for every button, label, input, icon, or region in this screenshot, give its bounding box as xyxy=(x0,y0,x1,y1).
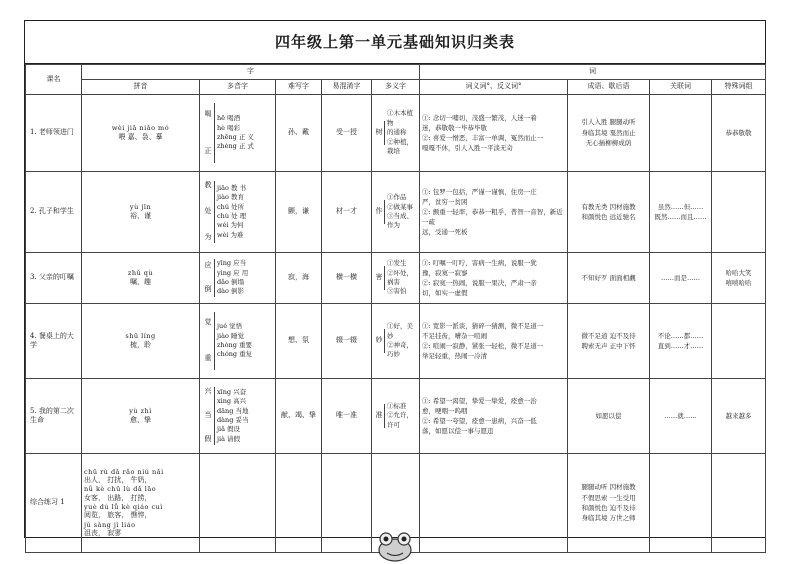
table-row xyxy=(26,172,766,253)
polyphone-char: 重 xyxy=(204,354,212,363)
polyphone-readings xyxy=(217,259,273,297)
header-pinyin: 拼音 xyxy=(82,80,200,95)
idiom-line: 不假思索 一生受用 xyxy=(581,493,636,502)
special-phrase-line: 哈哈大笑 xyxy=(725,268,752,277)
idiom-cell xyxy=(568,253,650,304)
polyphone-char: 处 xyxy=(204,207,212,216)
confusable-cell: 受一授 xyxy=(322,95,372,172)
pinyin-text: nǚ kè chū lù dǎ lāo xyxy=(84,485,157,494)
hanzi-text: 沮丧， 寂寥 xyxy=(84,528,122,537)
polysemy-meanings xyxy=(387,402,417,430)
idiom-line: 不知好歹 面面相觑 xyxy=(581,273,636,282)
lesson-name: 4. 餐桌上的大学 xyxy=(26,304,82,379)
polyphone-reading: dǎo 倒塌 xyxy=(217,278,245,286)
polyphone-reading: jué 觉悟 xyxy=(217,322,243,331)
header-duoyin: 多音字 xyxy=(200,80,276,95)
pinyin-text: jǔ sàng jì liáo xyxy=(84,520,136,529)
brace-line xyxy=(384,200,385,224)
empty-cell xyxy=(322,454,372,553)
idiom-line: 微不足道 迫不及待 xyxy=(581,331,636,340)
polyphone-group xyxy=(202,173,273,251)
polysemy-group xyxy=(374,109,417,156)
synonym-line: ②: 寂寞一热闹，说服一果决，严肃一亲 xyxy=(422,279,537,287)
summary-pinyin-cell xyxy=(82,454,200,553)
polyphone-reading: dāng 当地 xyxy=(217,406,249,415)
idiom-line: 无心插柳柳成荫 xyxy=(585,139,632,148)
idiom-cell xyxy=(568,95,650,172)
header-guanlian: 关联词 xyxy=(650,80,712,95)
idiom-line: 身临其境 万世之师 xyxy=(581,514,636,523)
hanzi-text: 愈、挚 xyxy=(130,415,151,424)
conjunction-line: ……而是…… xyxy=(661,273,701,282)
polyphone-reading: zhèng 正 式 xyxy=(217,142,254,151)
polyphone-reading: jiǎ 假设 xyxy=(217,425,241,434)
lesson-name: 1. 老师领进门 xyxy=(26,95,82,172)
hard-char-cell: 想、氛 xyxy=(276,304,322,379)
polysemy-group xyxy=(374,259,417,297)
polysemy-meaning: ①好，美妙 xyxy=(387,322,413,340)
summary-sheet xyxy=(24,20,766,538)
header-teshu: 特殊词组 xyxy=(712,80,766,95)
synonym-cell xyxy=(420,172,568,253)
pinyin-text: chū rù dǎ rǎo niú nǎi xyxy=(84,467,164,476)
polysemy-group xyxy=(374,402,417,430)
polyphone-chars xyxy=(202,96,214,170)
polysemy-meaning: ①木本植物 xyxy=(387,109,413,127)
polyphone-cell xyxy=(200,95,276,172)
idiom-line: 身临其境 戛然而止 xyxy=(581,128,636,137)
polysemy-meaning: ②做某事 xyxy=(387,202,413,211)
idiom-line: 如愿以偿 xyxy=(595,411,622,420)
polysemy-cell xyxy=(372,304,420,379)
pinyin-text: yuè dú lǚ kè qiáo cuì xyxy=(84,503,163,511)
brace-line xyxy=(214,387,215,445)
brace-line xyxy=(384,404,385,428)
polyphone-cell xyxy=(200,379,276,454)
polysemy-meanings xyxy=(387,322,417,360)
empty-cell xyxy=(420,454,568,553)
synonym-cell xyxy=(420,253,568,304)
idiom-line: 腿腿动听 因材施教 xyxy=(581,483,636,492)
synonym-line: ①: 念切一哺切，茂盛一繁茂，人迷一着 xyxy=(422,113,537,122)
polyphone-char: 正 xyxy=(204,146,212,155)
synonym-line: 嘎嘎不休，引人入胜一平淡无奇 xyxy=(422,144,514,153)
pinyin-text: yù jīn xyxy=(129,202,152,211)
polyphone-group xyxy=(202,380,273,452)
polyphone-reading: jiāo 教 书 xyxy=(217,183,247,192)
idiom-line: 引人入胜 腿腿动听 xyxy=(581,118,636,127)
hanzi-text: 梳，聆 xyxy=(130,340,151,349)
header-chengyu: 成语、歇后语 xyxy=(568,80,650,95)
idiom-cell xyxy=(568,379,650,454)
polyphone-reading: jiào 睡觉 xyxy=(217,331,244,340)
polyphone-readings xyxy=(217,388,273,445)
table-row xyxy=(26,379,766,454)
hanzi-text: 女客， 出路， 打捞， xyxy=(84,493,152,502)
conjunction-line: 虽然……但…… xyxy=(657,202,704,211)
synonym-line: 豫，寂寞一寂寥 xyxy=(422,268,468,277)
polyphone-reading: xìng 高兴 xyxy=(217,397,247,406)
idiom-line: 有教无类 因材施教 xyxy=(581,202,636,211)
synonym-line: 愈，哽咽一呜咽 xyxy=(422,406,468,415)
polysemy-cell xyxy=(372,95,420,172)
special-phrase-line: 恭恭敬敬 xyxy=(725,128,752,137)
polyphone-chars xyxy=(202,380,214,452)
polyphone-cell xyxy=(200,172,276,253)
polysemy-char: 树 xyxy=(375,128,383,137)
polyphone-readings xyxy=(217,322,273,360)
polysemy-char: 准 xyxy=(375,411,383,420)
polysemy-meanings xyxy=(387,193,417,231)
brace-line xyxy=(214,103,215,162)
synonym-line: ①: 宽影一派谈，猜碎一猜测，微不足道一 xyxy=(422,321,544,330)
frog-mascot-icon xyxy=(372,530,418,562)
table-row xyxy=(26,304,766,379)
hanzi-text: 阅览， 旅客， 憔悴， xyxy=(84,511,152,520)
conjunction-cell xyxy=(650,304,712,379)
pinyin-cell xyxy=(82,253,200,304)
polysemy-meaning: 的通称 xyxy=(387,128,407,137)
lesson-name: 3. 父亲的叮嘱 xyxy=(26,253,82,304)
polyphone-reading: chù 处 理 xyxy=(217,212,247,220)
polysemy-char: 妙 xyxy=(375,336,383,345)
synonym-line: 严，贫穷一贫困 xyxy=(422,197,468,206)
polysemy-group xyxy=(374,193,417,231)
polyphone-char: 教 xyxy=(204,181,212,190)
brace-line xyxy=(384,329,385,353)
polysemy-meaning: ③害怕 xyxy=(387,287,407,296)
polyphone-group xyxy=(202,305,273,377)
confusable-cell: 横一横 xyxy=(322,253,372,304)
synonym-line: 举足轻重，热闹一冷清 xyxy=(422,352,488,361)
synonym-cell xyxy=(420,304,568,379)
polyphone-char: 喝 xyxy=(204,109,212,118)
special-phrase-cell xyxy=(712,379,766,454)
summary-idiom-cell xyxy=(568,454,650,553)
polysemy-meaning: ③当成、作为 xyxy=(387,212,413,230)
polysemy-char: 害 xyxy=(375,273,383,282)
polyphone-char: 兴 xyxy=(204,387,212,396)
pinyin-cell xyxy=(82,172,200,253)
polyphone-readings xyxy=(217,114,273,152)
polyphone-char: 为 xyxy=(204,233,212,242)
hard-char-cell: 颤，谦 xyxy=(276,172,322,253)
lesson-name: 2. 孔子和学生 xyxy=(26,172,82,253)
empty-cell xyxy=(200,454,276,553)
hanzi-text: 出人， 打扰， 牛奶， xyxy=(84,476,152,485)
polyphone-reading: chóng 重复 xyxy=(217,350,253,359)
conjunction-cell xyxy=(650,379,712,454)
confusable-cell: 辍一辍 xyxy=(322,304,372,379)
polyphone-reading: hè 喝彩 xyxy=(217,123,241,132)
conjunction-cell xyxy=(650,95,712,172)
pinyin-text: zhǔ qù xyxy=(127,268,154,277)
lesson-name: 综合练习 1 xyxy=(26,454,82,553)
pinyin-text: shū líng xyxy=(125,331,156,340)
page-title: 四年级上第一单元基础知识归类表 xyxy=(25,21,765,64)
summary-table xyxy=(25,64,766,553)
polyphone-char: 觉 xyxy=(204,318,212,327)
polyphone-cell xyxy=(200,304,276,379)
synonym-cell xyxy=(420,95,568,172)
empty-cell xyxy=(712,454,766,553)
polyphone-char: 应 xyxy=(204,261,212,270)
header-zi: 字 xyxy=(82,65,420,80)
synonym-line: ①: 希望一渴望，挚爱一挚爱，痊愈一治 xyxy=(422,396,537,405)
polyphone-cell xyxy=(200,253,276,304)
hard-char-cell: 献、竭、挚 xyxy=(276,379,322,454)
polyphone-chars xyxy=(202,305,214,377)
polyphone-char: 倒 xyxy=(204,285,212,294)
polyphone-group xyxy=(202,254,273,302)
empty-cell xyxy=(276,454,322,553)
polysemy-group xyxy=(374,322,417,360)
synonym-line: 迷，恭敬敬一毕恭毕敬 xyxy=(422,123,488,132)
brace-line xyxy=(384,121,385,145)
synonym-line: 切，如实一虚假 xyxy=(422,289,468,298)
special-phrase-cell xyxy=(712,304,766,379)
synonym-line: ①: 包罗一包括，严谨一谨慎，住房一庄 xyxy=(422,187,537,196)
idiom-cell xyxy=(568,172,650,253)
polyphone-reading: wéi 为何 xyxy=(217,221,244,230)
conjunction-line: 既然……而且…… xyxy=(654,213,707,221)
idiom-line: 和颜悦色 迫不及待 xyxy=(581,504,636,512)
polysemy-char: 作 xyxy=(375,207,383,216)
polyphone-reading: hē 喝酒 xyxy=(217,114,241,123)
idiom-cell xyxy=(568,304,650,379)
polysemy-meaning: ①作品 xyxy=(387,193,407,202)
idiom-line: 和颜悦色 远近驰名 xyxy=(581,213,636,221)
hanzi-text: 嘱，趣 xyxy=(130,277,151,286)
pinyin-text: yù zhì xyxy=(129,406,152,415)
special-phrase-line: 越来越多 xyxy=(725,411,752,420)
polysemy-cell xyxy=(372,172,420,253)
polyphone-reading: zhòng 重要 xyxy=(217,341,252,349)
conjunction-cell xyxy=(650,172,712,253)
confusable-cell: 唯一准 xyxy=(322,379,372,454)
header-ci: 词 xyxy=(420,65,766,80)
polysemy-cell xyxy=(372,253,420,304)
pinyin-cell xyxy=(82,304,200,379)
polyphone-char: 假 xyxy=(204,435,212,444)
polysemy-meaning: ①标准 xyxy=(387,401,407,410)
polysemy-cell xyxy=(372,379,420,454)
header-nanxie: 难写字 xyxy=(276,80,322,95)
synonym-line: ①: 叮嘱一叮咛，害病一生病，说服一犹 xyxy=(422,258,537,267)
synonym-line: 远，受通一死板 xyxy=(422,228,468,237)
pinyin-cell xyxy=(82,95,200,172)
lesson-name: 5. 我的第二次生命 xyxy=(26,379,82,454)
table-row xyxy=(26,253,766,304)
special-phrase-cell xyxy=(712,253,766,304)
special-phrase-line: 嘻嘻哈哈 xyxy=(725,279,752,287)
hard-char-cell: 寂，海 xyxy=(276,253,322,304)
polysemy-meaning: ①发生 xyxy=(387,259,407,268)
conjunction-cell xyxy=(650,253,712,304)
polyphone-reading: wèi 为难 xyxy=(217,230,244,239)
header-yihun: 易混淆字 xyxy=(322,80,372,95)
pinyin-cell xyxy=(82,379,200,454)
synonym-line: ②: 喜爱一憎恶，丰富一单调，冤然而止一 xyxy=(422,134,544,142)
synonym-cell xyxy=(420,379,568,454)
conjunction-line: ……就…… xyxy=(664,411,697,420)
brace-line xyxy=(214,259,215,297)
polyphone-char: 当 xyxy=(204,411,212,420)
polysemy-meaning: ②种植，栽培 xyxy=(387,137,413,156)
header-tongyi: 词义词°、反义词° xyxy=(420,80,568,95)
polyphone-group xyxy=(202,96,273,170)
conjunction-line: 直到……才…… xyxy=(657,342,704,350)
header-lesson: 课名 xyxy=(26,65,82,95)
polysemy-meanings xyxy=(387,259,417,297)
special-phrase-cell xyxy=(712,172,766,253)
polyphone-reading: dào 倒影 xyxy=(217,287,245,296)
polysemy-meanings xyxy=(387,109,417,156)
polyphone-reading: jiào 教育 xyxy=(217,193,244,202)
brace-line xyxy=(214,312,215,370)
synonym-line: ②: 颤重一轻率，恭恭一粗乎，普智一音智，新近一疏 xyxy=(422,207,563,227)
idiom-line: 聘索无声 正中下怀 xyxy=(581,342,636,350)
polyphone-reading: chǔ 处所 xyxy=(217,202,245,211)
polysemy-meaning: ②允许，许可 xyxy=(387,411,413,429)
header-duowen: 多义字 xyxy=(372,80,420,95)
hard-char-cell: 孙、戴 xyxy=(276,95,322,172)
polyphone-reading: jià 请假 xyxy=(217,434,241,443)
hanzi-text: 裕、谨 xyxy=(130,211,151,220)
empty-cell xyxy=(650,454,712,553)
pinyin-text: wèi jiā niǎo mó xyxy=(111,123,170,132)
polyphone-reading: dàng 妥当 xyxy=(217,416,249,424)
synonym-line: ②: 希望一夸望，痊愈一患病，兴奋一低 xyxy=(422,417,537,425)
special-phrase-cell xyxy=(712,95,766,172)
brace-line xyxy=(214,181,215,243)
polyphone-reading: yìng 应 用 xyxy=(217,268,249,277)
polyphone-reading: yīng 应当 xyxy=(217,259,247,268)
synonym-line: ②: 喧闹一寂静，紧张一轻松，微不足道一 xyxy=(422,342,544,350)
brace-line xyxy=(384,266,385,290)
polyphone-reading: xīng 兴奋 xyxy=(217,387,247,396)
polyphone-chars xyxy=(202,173,214,251)
polysemy-meaning: ②神奇，巧妙 xyxy=(387,341,413,359)
confusable-cell: 材一才 xyxy=(322,172,372,253)
polyphone-readings xyxy=(217,184,273,241)
conjunction-line: 不论……都…… xyxy=(657,331,704,340)
table-row xyxy=(26,95,766,172)
hanzi-text: 喂 嘉、袅、摹 xyxy=(118,132,163,141)
synonym-line: 不足挂齿，嘈杂一喧闹 xyxy=(422,331,488,340)
synonym-line: 落，如愿以偿一事与愿违 xyxy=(422,427,494,436)
polysemy-meaning: ②坏处，祸害 xyxy=(387,268,413,286)
polyphone-chars xyxy=(202,254,214,302)
polyphone-reading: zhēng 正 义 xyxy=(217,133,254,141)
